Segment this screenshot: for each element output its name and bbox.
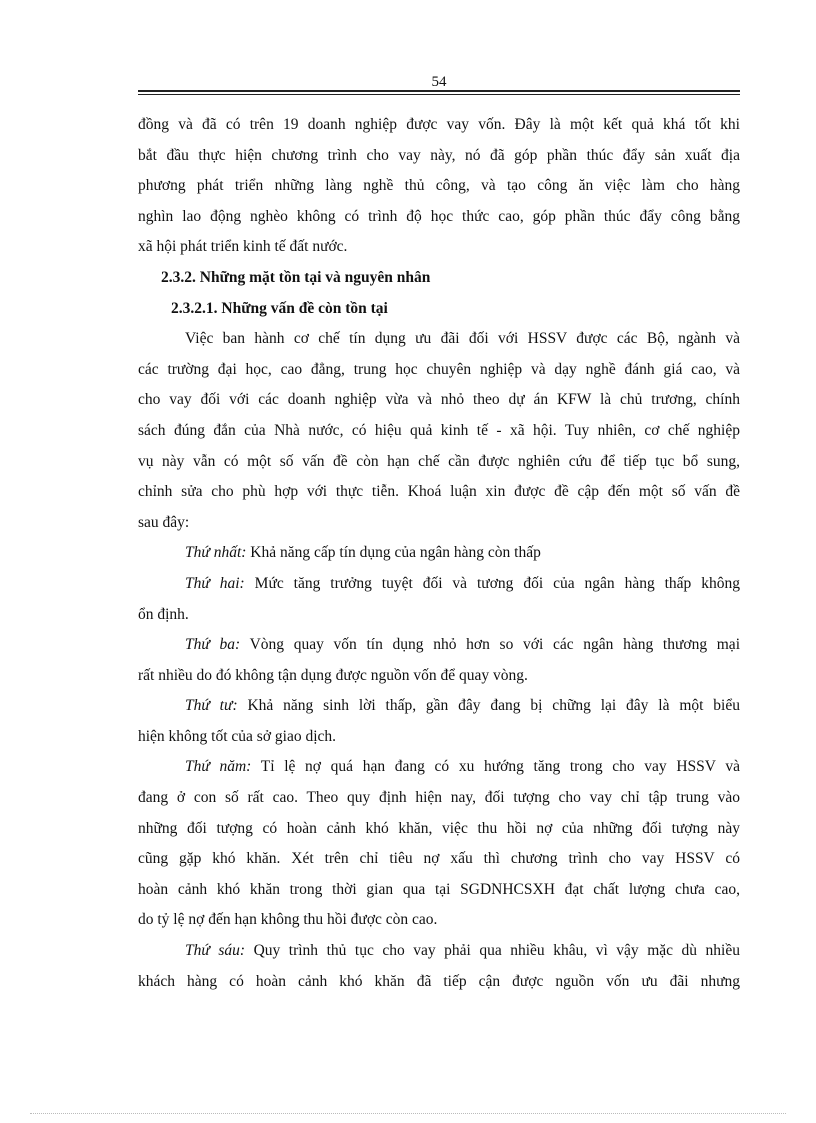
document-body bbox=[138, 110, 740, 997]
paragraph-line: do tỷ lệ nợ đến hạn không thu hồi được còn cao. bbox=[138, 911, 438, 929]
paragraph-line: đang ở con số rất cao. Theo quy định hiện nay, đối tượng cho vay chỉ tập trung vào bbox=[138, 789, 740, 807]
paragraph-line: vụ này vẫn có một số vấn đề còn hạn chế cần được nghiên cứu để tiếp tục bổ sung, bbox=[138, 452, 740, 470]
list-item: Thứ năm: Tỉ lệ nợ quá hạn đang có xu hướng tăng trong cho vay HSSV và bbox=[185, 758, 740, 776]
list-item: Thứ tư: Khả năng sinh lời thấp, gần đây đang bị chững lại đây là một biểu bbox=[185, 697, 740, 715]
paragraph-line: phương phát triển những làng nghề thủ công, và tạo công ăn việc làm cho hàng bbox=[138, 177, 740, 195]
header-rule-thick bbox=[138, 90, 740, 92]
paragraph-line: chỉnh sửa cho phù hợp với thực tiễn. Khoá luận xin được đề cập đến một số vấn đề bbox=[138, 483, 740, 501]
item-label: Thứ ba: bbox=[185, 636, 241, 654]
list-item: Thứ sáu: Quy trình thủ tục cho vay phải qua nhiều khâu, vì vậy mặc dù nhiều bbox=[185, 942, 740, 960]
list-item: Thứ nhất: Khả năng cấp tín dụng của ngân hàng còn thấp bbox=[185, 544, 541, 562]
paragraph-line: nghìn lao động nghèo không có trình độ học thức cao, góp phần thúc đẩy công bằng bbox=[138, 207, 740, 225]
item-label: Thứ hai: bbox=[185, 574, 245, 592]
list-item: Thứ hai: Mức tăng trưởng tuyệt đối và tương đối của ngân hàng thấp không bbox=[185, 574, 740, 592]
page-number: 54 bbox=[431, 74, 447, 90]
paragraph-line: các trường đại học, cao đẳng, trung học chuyên nghiệp và dạy nghề đánh giá cao, và bbox=[138, 360, 740, 378]
paragraph-line: đồng và đã có trên 19 doanh nghiệp được vay vốn. Đây là một kết quả khá tốt khi bbox=[138, 116, 740, 133]
subsection-heading: 2.3.2.1. Những vấn đề còn tồn tại bbox=[171, 299, 388, 317]
paragraph-line: khách hàng có hoàn cảnh khó khăn đã tiếp cận được nguồn vốn ưu đãi nhưng bbox=[138, 972, 740, 990]
header-rule-thin bbox=[138, 94, 740, 95]
section-heading: 2.3.2. Những mặt tồn tại và nguyên nhân bbox=[161, 268, 431, 286]
paragraph-line: sau đây: bbox=[138, 513, 190, 531]
paragraph-line: sách đúng đắn của Nhà nước, có hiệu quả kinh tế - xã hội. Tuy nhiên, cơ chế nghiệp bbox=[138, 421, 740, 439]
paragraph-line: cho vay đối với các doanh nghiệp vừa và nhỏ theo dự án KFW là chủ trương, chính bbox=[138, 391, 740, 409]
paragraph-line: xã hội phát triển kinh tế đất nước. bbox=[138, 238, 348, 256]
paragraph-line: rất nhiều do đó không tận dụng được nguồn vốn để quay vòng. bbox=[138, 666, 528, 684]
list-item: Thứ ba: Vòng quay vốn tín dụng nhỏ hơn so với các ngân hàng thương mại bbox=[185, 636, 740, 654]
item-label: Thứ sáu: bbox=[185, 942, 246, 960]
item-label: Thứ nhất: bbox=[185, 544, 247, 562]
paragraph-line: Việc ban hành cơ chế tín dụng ưu đãi đối với HSSV được các Bộ, ngành và bbox=[185, 330, 740, 348]
page-bottom-border bbox=[30, 1113, 786, 1114]
paragraph-line: hiện không tốt của sở giao dịch. bbox=[138, 727, 337, 745]
paragraph-line: hoàn cảnh khó khăn trong thời gian qua tại SGDNHCSXH đạt chất lượng chưa cao, bbox=[138, 880, 740, 898]
item-label: Thứ tư: bbox=[185, 697, 238, 715]
item-label: Thứ năm: bbox=[185, 758, 252, 776]
paragraph-line: bắt đầu thực hiện chương trình cho vay này, nó đã góp phần thúc đẩy sản xuất địa bbox=[138, 146, 740, 164]
paragraph-line: cũng gặp khó khăn. Xét trên chỉ tiêu nợ xấu thì chương trình cho vay HSSV có bbox=[138, 850, 740, 868]
paragraph-line: ổn định. bbox=[138, 605, 189, 623]
paragraph-line: những đối tượng có hoàn cảnh khó khăn, việc thu hồi nợ của những đối tượng này bbox=[138, 819, 740, 837]
